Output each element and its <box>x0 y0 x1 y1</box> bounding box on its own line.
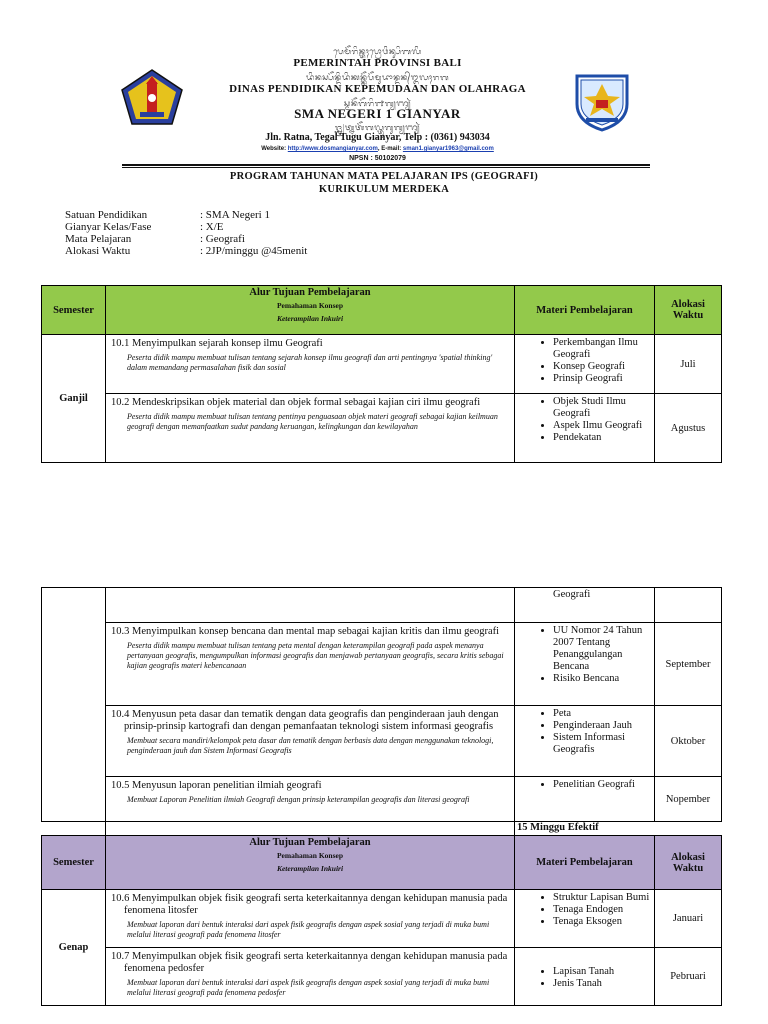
materi-list <box>515 708 654 756</box>
balinese-script-line: ᬚ᭄ᬮ᭄ᬦ᭄ᬭᬢ᭄ᬦᬢᭂᬕᬮ᭄ᬢᬸᬕᬸᬕ᭄ᬬᬜ᭄ᬬᬃ <box>334 123 421 132</box>
list-item: • Penginderaan Jauh <box>553 720 654 732</box>
materi-list <box>515 396 654 444</box>
materi-list <box>515 779 654 791</box>
list-item: • Sistem Informasi Geografis <box>553 732 654 756</box>
document-subtitle: KURIKULUM MERDEKA <box>318 184 450 195</box>
school-address: Jln. Ratna, Tegal Tugu Gianyar, Telp : (0361) 943034 <box>265 132 490 143</box>
meta-row: Mata Pelajaran : Geografi <box>65 233 245 245</box>
table-row: 10.7 Menyimpulkan objek fisik geografi serta keterkaitannya dengan kehidupan manusia pada fenomena pedosfer Membuat laporan dari bentuk interaksi dari aspek fisik geografis dengan aspek sosial yang terjadi di muka bumi melalui literasi geografi pada fenomena pedosfer • Lapisan Tanah • Jenis Tanah Pebruari <box>42 948 722 1006</box>
list-item: • Tenaga Endogen <box>553 904 654 916</box>
table-header-row <box>42 286 722 335</box>
website-label: Website: <box>261 146 287 152</box>
materi-list <box>515 337 654 385</box>
program-table-ganjil <box>41 285 722 463</box>
list-item: • Lapisan Tanah <box>553 966 654 978</box>
balinese-script-line: ᬲ᭄ᬫᬦᭂᬕᭂᬭᬶ᭑ᬕ᭄ᬬᬜ᭄ᬬᬃ <box>343 99 412 108</box>
materi-list <box>515 625 654 685</box>
semester-genap: Genap <box>42 890 106 1006</box>
semester-ganjil-continued <box>42 588 106 822</box>
list-item: • Struktur Lapisan Bumi <box>553 892 654 904</box>
meta-row: Alokasi Waktu : 2JP/minggu @45menit <box>65 245 308 257</box>
header-semester: Semester <box>42 286 106 335</box>
list-item: • Aspek Ilmu Geografi <box>553 420 654 432</box>
meta-block <box>65 209 307 257</box>
list-item: • UU Nomor 24 Tahun 2007 Tentang Penanggulangan Bencana <box>553 625 654 673</box>
list-item: • Penelitian Geografi <box>553 779 654 791</box>
alokasi-month: Januari <box>655 890 722 948</box>
alokasi-month: Juli <box>655 335 722 394</box>
email-link[interactable]: sman1.gianyar1963@gmail.com <box>402 146 494 152</box>
program-table-continued <box>41 587 722 1006</box>
document-title: PROGRAM TAHUNAN MATA PELAJARAN IPS (GEOGRAFI) <box>229 171 539 182</box>
school-name: SMA NEGERI 1 GIANYAR <box>294 106 461 121</box>
list-item: • Risiko Bencana <box>553 673 654 685</box>
alokasi-month: Nopember <box>655 777 722 822</box>
school-emblem <box>572 70 632 132</box>
letterhead-rule <box>122 167 650 168</box>
table-row: 10.4 Menyusun peta dasar dan tematik dengan data geografis dan penginderaan jauh dengan prinsip-prinsip kartografi dan dengan pemanfaatan teknologi sistem informasi geografis Membuat secara mandiri/kelompok peta dasar dan tematik dengan berbasis data dengan menggunakan teknologi, penginderaan jauh dan Sistem Informasi Geografis • Peta • Penginderaan Jauh • Sistem Informasi Geografis Oktober <box>42 706 722 777</box>
website-link[interactable]: http://www.dosmangianyar.com <box>287 146 378 152</box>
table-row: Genap 10.6 Menyimpulkan objek fisik geografi serta keterkaitannya dengan kehidupan manusia pada fenomena litosfer Membuat laporan dari bentuk interaksi dari aspek fisik geografis dengan aspek sosial yang terjadi di muka bumi melalui literasi geografi pada fenomena litosfer • Struktur Lapisan Bumi • Tenaga Endogen • Tenaga Eksogen Januari <box>42 890 722 948</box>
alokasi-month: Oktober <box>655 706 722 777</box>
list-item: • Peta <box>553 708 654 720</box>
materi-list <box>515 892 654 928</box>
header-alokasi: Alokasi Waktu <box>655 286 722 335</box>
list-item: • Perkembangan Ilmu Geografi <box>553 337 654 361</box>
table-row: 10.5 Menyusun laporan penelitian ilmiah geografi Membuat Laporan Penelitian ilmiah Geografi dengan prinsip keterampilan geografis dan literasi geografi • Penelitian Geografi Nopember <box>42 777 722 822</box>
bali-province-emblem <box>120 68 184 126</box>
alokasi-month: Pebruari <box>655 948 722 1006</box>
header-alokasi: Alokasi Waktu <box>655 836 722 890</box>
table-row: Geografi <box>42 588 722 623</box>
list-item: • Konsep Geografi <box>553 361 654 373</box>
list-item: • Jenis Tanah <box>553 978 654 990</box>
table-row: 10.2 Mendeskripsikan objek material dan objek formal sebagai kajian ciri ilmu geografi Peserta didik mampu membuat tulisan tentang pentinya penguasaan objek materi geografi sebagai kajian keilmuan geografi dengan memanfaatkan sudut pandang keruangan, kelingkungan dan kewilayahan • Objek Studi Ilmu Geografi • Aspek Ilmu Geografi • Pendekatan Agustus <box>42 394 722 463</box>
table-header-row <box>42 836 722 890</box>
header-atp: Alur Tujuan Pembelajaran Pemahaman Konsep Keterampilan Inkuiri <box>106 836 515 890</box>
header-semester: Semester <box>42 836 106 890</box>
header-atp: Alur Tujuan Pembelajaran Pemahaman Konsep Keterampilan Inkuiri <box>106 286 515 335</box>
materi-list <box>515 966 654 990</box>
list-item: • Pendekatan <box>553 432 654 444</box>
effective-weeks: 15 Minggu Efektif <box>517 822 599 833</box>
effective-weeks-row <box>42 822 722 836</box>
contact-line <box>205 146 550 152</box>
balinese-script-line: ᬧᬾᬫᭂᬭᬶᬦ᭄ᬢᬄᬧ᭄ᬭᭀᬯᬶᬦ᭄ᬲᬶᬩᬮᬶ <box>333 47 422 56</box>
alokasi-month: September <box>655 623 722 706</box>
table-row: 10.3 Menyimpulkan konsep bencana dan mental map sebagai kajian kritis dan ilmu geografi Peserta didik mampu membuat tulisan tentang peta mental dengan keterampilan geografi pada aspek menanya pertanyaan geografis, mengumpulkan informasi geografis dan menjawab pertanyaan geografis, secara kritis sebagai kajian geografis materi kebencanaan • UU Nomor 24 Tahun 2007 Tentang Penanggulangan Bencana • Risiko Bencana September <box>42 623 722 706</box>
meta-row: Gianyar Kelas/Fase : X/E <box>65 221 224 233</box>
balinese-script-line: ᬤᬶᬦᬲ᭄ᬧᭂᬦ᭄ᬤᬶᬤᬶᬓᬦ᭄ᬓᭂᬧᭂᬫᬸᬤᬵᬦ᭄ᬤᬦ᭄ᬑᬮᬄᬭᬕ <box>305 73 450 82</box>
email-label: , E-mail: <box>377 146 402 152</box>
meta-row: Satuan Pendidikan : SMA Negeri 1 <box>65 209 270 221</box>
header-materi: Materi Pembelajaran <box>515 286 655 335</box>
header-materi: Materi Pembelajaran <box>515 836 655 890</box>
letterhead-rule <box>122 164 650 166</box>
list-item: • Tenaga Eksogen <box>553 916 654 928</box>
department-name: DINAS PENDIDIKAN KEPEMUDAAN DAN OLAHRAGA <box>229 83 526 95</box>
list-item: • Objek Studi Ilmu Geografi <box>553 396 654 420</box>
alokasi-month: Agustus <box>655 394 722 463</box>
npsn: NPSN : 50102079 <box>349 155 406 162</box>
table-row: Ganjil 10.1 Menyimpulkan sejarah konsep ilmu Geografi Peserta didik mampu membuat tulisan tentang sejarah konsep ilmu geografi dan arti pentingnya 'spatial thinking' dalam memandang permasalahan fisik dan sosial • Perkembangan Ilmu Geografi • Konsep Geografi • Prinsip Geografi Juli <box>42 335 722 394</box>
list-item: • Prinsip Geografi <box>553 373 654 385</box>
government-name: PEMERINTAH PROVINSI BALI <box>293 57 462 69</box>
semester-ganjil: Ganjil <box>42 335 106 463</box>
